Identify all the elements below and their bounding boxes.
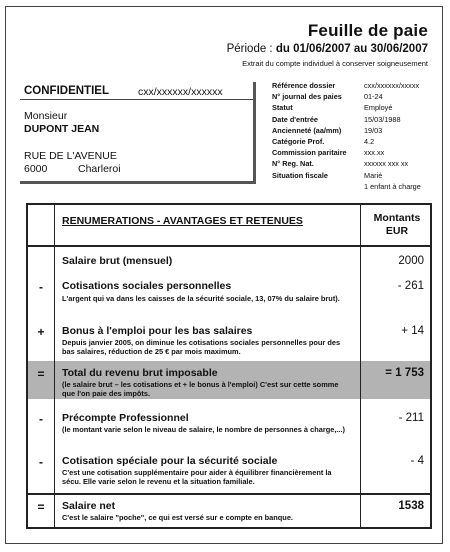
row-description: L'argent qui va dans les caisses de la sécurité sociale, 13, 07% du salaire brut). xyxy=(62,294,340,303)
info-value: Employé xyxy=(364,103,393,113)
row-description: C'est une cotisation supplémentaire pour aider à équilibrer financièrement la sécu. Elle varie selon le revenu et la situation familiale. xyxy=(62,468,332,487)
row-amount: 1538 xyxy=(398,500,424,512)
info-value: xxxxxx xxx xx xyxy=(364,159,409,169)
table-title: RENUMERATIONS - AVANTAGES ET RETENUES xyxy=(62,215,303,227)
row-amount: - 211 xyxy=(398,412,424,424)
net-divider xyxy=(28,493,430,495)
row-amount: - 261 xyxy=(397,280,424,292)
info-value: 01-24 xyxy=(364,92,383,102)
info-key xyxy=(272,181,364,192)
period-prefix: Période : xyxy=(226,43,276,55)
info-key: Commission paritaire xyxy=(272,148,347,158)
info-value: cxx/xxxxxx/xxxxx xyxy=(364,81,420,90)
info-row xyxy=(272,91,444,102)
amount-column-divider xyxy=(360,205,361,527)
period-value: du 01/06/2007 au 30/06/2007 xyxy=(275,43,428,55)
info-value: 4.2 xyxy=(364,137,375,147)
info-key: Catégorie Prof. xyxy=(272,137,325,147)
address-street: RUE DE L'AVENUE xyxy=(24,150,117,162)
info-key: Statut xyxy=(272,103,293,113)
payslip-sheet xyxy=(5,6,443,544)
row-sign: + xyxy=(37,325,45,339)
row-sign: - xyxy=(39,455,43,469)
info-row xyxy=(272,181,444,192)
row-description: (le salaire brut – les cotisations et + le bonus à l'emploi) C'est sur cette somme que l'on paie des impôts. xyxy=(62,380,339,399)
amount-header xyxy=(364,212,430,238)
row-description: Depuis janvier 2005, on diminue les cotisations sociales personnelles pour des bas salaires, réduction de 25 € par mois maximum. xyxy=(62,338,341,357)
info-row xyxy=(272,80,444,91)
row-sign: - xyxy=(39,412,43,426)
row-label: Cotisation spéciale pour la sécurité sociale xyxy=(62,455,278,467)
row-amount: 2000 xyxy=(398,255,424,267)
amount-header-label: Montants xyxy=(373,212,421,224)
info-key: N° Reg. Nat. xyxy=(272,159,314,169)
confidential-label: CONFIDENTIEL xyxy=(24,85,109,97)
address-name: DUPONT JEAN xyxy=(24,123,100,135)
row-label: Bonus à l'emploi pour les bas salaires xyxy=(62,325,253,337)
address-salutation: Monsieur xyxy=(24,110,68,122)
info-key: N° journal des paies xyxy=(272,92,342,102)
info-key: Date d'entrée xyxy=(272,114,318,124)
period-line xyxy=(227,43,428,55)
info-value: Marié xyxy=(364,170,383,180)
row-amount: - 4 xyxy=(410,455,424,467)
row-amount: = 1 753 xyxy=(385,367,424,379)
row-label: Salaire net xyxy=(62,500,116,512)
confidential-ref: cxx/xxxxxx/xxxxxx xyxy=(138,86,223,98)
sign-column-divider xyxy=(54,205,55,527)
info-row xyxy=(272,170,444,181)
info-row xyxy=(272,136,444,147)
table-header xyxy=(28,205,430,247)
info-row xyxy=(272,158,444,169)
confidential-divider xyxy=(20,99,253,100)
row-description: C'est le salaire "poche", ce qui est versé sur e compte en banque. xyxy=(62,513,293,522)
info-key: Référence dossier xyxy=(272,81,336,90)
info-row xyxy=(272,147,444,158)
info-row xyxy=(272,102,444,113)
row-label: Cotisations sociales personnelles xyxy=(62,280,232,292)
info-row xyxy=(272,125,444,136)
row-label: Salaire brut (mensuel) xyxy=(62,255,173,267)
info-value: 15/03/1988 xyxy=(364,114,401,124)
info-key: Ancienneté (aa/mm) xyxy=(272,125,342,135)
address-postcode: 6000 xyxy=(24,163,48,175)
info-value: 19/03 xyxy=(364,125,383,135)
row-label: Précompte Professionnel xyxy=(62,412,189,424)
extract-note: Extrait du compte individuel à conserver soigneusement xyxy=(242,59,428,68)
employee-info xyxy=(272,80,444,192)
info-value: 1 enfant à charge xyxy=(364,181,421,191)
address-box xyxy=(20,82,256,184)
address-city: Charleroi xyxy=(78,163,121,175)
info-key: Situation fiscale xyxy=(272,170,328,180)
row-description: (le montant varie selon le niveau de salaire, le nombre de personnes à charge,...) xyxy=(62,425,345,434)
row-label: Total du revenu brut imposable xyxy=(62,367,218,379)
row-sign: = xyxy=(37,367,45,381)
earnings-table xyxy=(26,203,432,529)
document-title: Feuille de paie xyxy=(307,21,428,40)
row-sign: - xyxy=(39,280,43,294)
info-row xyxy=(272,114,444,125)
row-sign: = xyxy=(37,500,45,514)
amount-header-currency: EUR xyxy=(385,225,409,237)
row-amount: + 14 xyxy=(401,325,424,337)
info-value: xxx.xx xyxy=(364,148,385,158)
